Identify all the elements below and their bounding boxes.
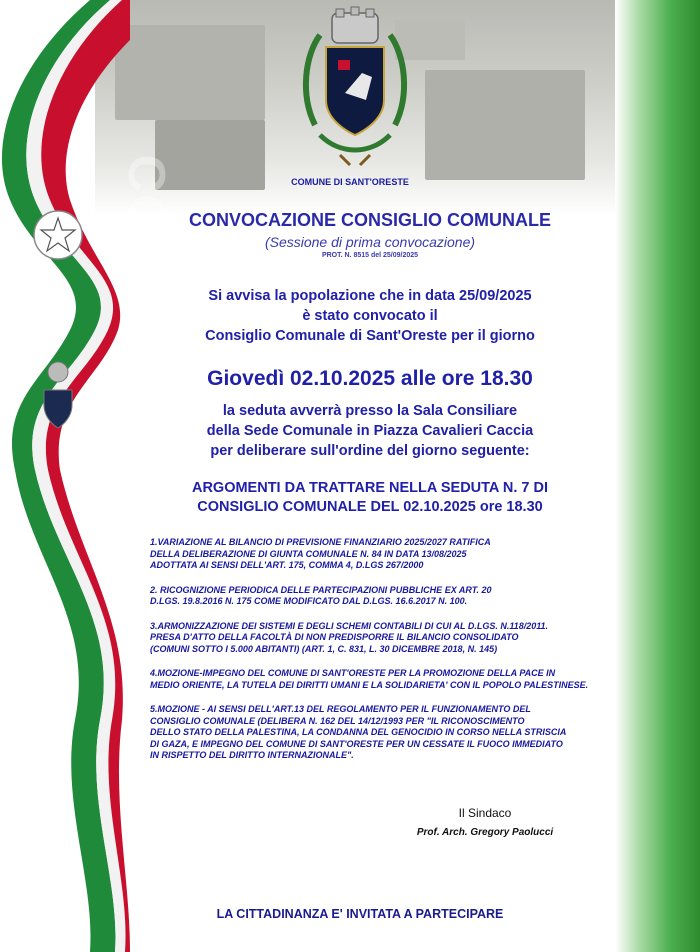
agenda-heading bbox=[120, 479, 620, 517]
notice-line: Si avvisa la popolazione che in data 25/09/2025 bbox=[208, 288, 532, 304]
session-subtitle: (Sessione di prima convocazione) bbox=[264, 234, 476, 250]
agenda-heading-line: ARGOMENTI DA TRATTARE NELLA SEDUTA N. 7 DI bbox=[191, 480, 549, 496]
agenda-item bbox=[150, 704, 630, 762]
agenda-item bbox=[150, 621, 630, 656]
footer-invitation: LA CITTADINANZA E' INVITATA A PARTECIPARE bbox=[216, 907, 504, 921]
meeting-datetime: Giovedì 02.10.2025 alle ore 18.30 bbox=[207, 367, 533, 390]
municipality-label: COMUNE DI SANT'ORESTE bbox=[291, 177, 409, 187]
agenda-item-line: 1.VARIAZIONE AL BILANCIO DI PREVISIONE FINANZIARIO 2025/2027 RATIFICA bbox=[150, 537, 491, 547]
notice-line: Consiglio Comunale di Sant'Oreste per il giorno bbox=[205, 328, 535, 344]
agenda-item-line: 2. RICOGNIZIONE PERIODICA DELLE PARTECIPAZIONI PUBBLICHE EX ART. 20 bbox=[150, 584, 492, 595]
page-title: CONVOCAZIONE CONSIGLIO COMUNALE bbox=[188, 210, 551, 230]
agenda-item-line: (COMUNI SOTTO I 5.000 ABITANTI) (ART. 1, C. 831, L. 30 DICEMBRE 2018, N. 145) bbox=[150, 643, 498, 654]
agenda-item-line: DI GAZA, E IMPEGNO DEL COMUNE DI SANT'ORESTE PER UN CESSATE IL FUOCO IMMEDIATO bbox=[150, 738, 563, 749]
agenda-item-line: DELLA DELIBERAZIONE DI GIUNTA COMUNALE N. 84 IN DATA 13/08/2025 bbox=[150, 548, 467, 559]
agenda-item-line: ADOTTATA AI SENSI DELL'ART. 175, COMMA 4, D.LGS 267/2000 bbox=[150, 560, 424, 570]
side-banner-text: CONSIGLIO COMUNALE bbox=[117, 154, 175, 798]
protocol-number: PROT. N. 8515 del 25/09/2025 bbox=[321, 252, 419, 259]
agenda-item bbox=[150, 668, 630, 691]
notice-line: è stato convocato il bbox=[302, 308, 438, 324]
agenda-item-line: PRESA D'ATTO DELLA FACOLTÀ DI NON PREDISPORRE IL BILANCIO CONSOLIDATO bbox=[150, 632, 519, 642]
signature-name: Prof. Arch. Gregory Paolucci bbox=[416, 827, 554, 838]
notice-text bbox=[120, 286, 620, 346]
signature-role: Il Sindaco bbox=[458, 806, 512, 820]
agenda-item-line: DELLO STATO DELLA PALESTINA, LA CONDANNA DEL GENOCIDIO IN CORSO NELLA STRISCIA bbox=[150, 727, 567, 737]
agenda-item-line: 3.ARMONIZZAZIONE DEI SISTEMI E DEGLI SCHEMI CONTABILI DI CUI AL D.LGS. N.118/2011. bbox=[150, 620, 549, 631]
agenda-item bbox=[150, 537, 630, 572]
agenda-item-line: CONSIGLIO COMUNALE (DELIBERA N. 162 DEL 14/12/1993 PER "IL RICONOSCIMENTO bbox=[150, 715, 525, 726]
meeting-venue bbox=[120, 401, 620, 461]
agenda-item-line: 5.MOZIONE - AI SENSI DELL'ART.13 DEL REGOLAMENTO PER IL FUNZIONAMENTO DEL bbox=[150, 704, 531, 714]
agenda-item bbox=[150, 585, 630, 608]
italian-flag-ribbon bbox=[0, 0, 130, 952]
agenda-items bbox=[150, 537, 630, 775]
agenda-heading-line: CONSIGLIO COMUNALE DEL 02.10.2025 ore 18.30 bbox=[197, 499, 543, 515]
venue-line: della Sede Comunale in Piazza Cavalieri Caccia bbox=[206, 423, 534, 439]
coat-of-arms-icon bbox=[300, 5, 410, 175]
side-green-banner bbox=[615, 0, 700, 952]
agenda-item-line: IN RISPETTO DEL DIRITTO INTERNAZIONALE". bbox=[150, 750, 354, 760]
venue-line: la seduta avverrà presso la Sala Consiliare bbox=[222, 403, 518, 419]
agenda-item-line: 4.MOZIONE-IMPEGNO DEL COMUNE DI SANT'ORESTE PER LA PROMOZIONE DELLA PACE IN bbox=[150, 668, 556, 678]
agenda-item-line: MEDIO ORIENTE, LA TUTELA DEI DIRITTI UMANI E LA SOLIDARIETA' CON IL POPOLO PALESTINESE. bbox=[150, 679, 589, 690]
venue-line: per deliberare sull'ordine del giorno seguente: bbox=[210, 443, 530, 459]
agenda-item-line: D.LGS. 19.8.2016 N. 175 COME MODIFICATO DAL D.LGS. 16.6.2017 N. 100. bbox=[150, 596, 468, 606]
